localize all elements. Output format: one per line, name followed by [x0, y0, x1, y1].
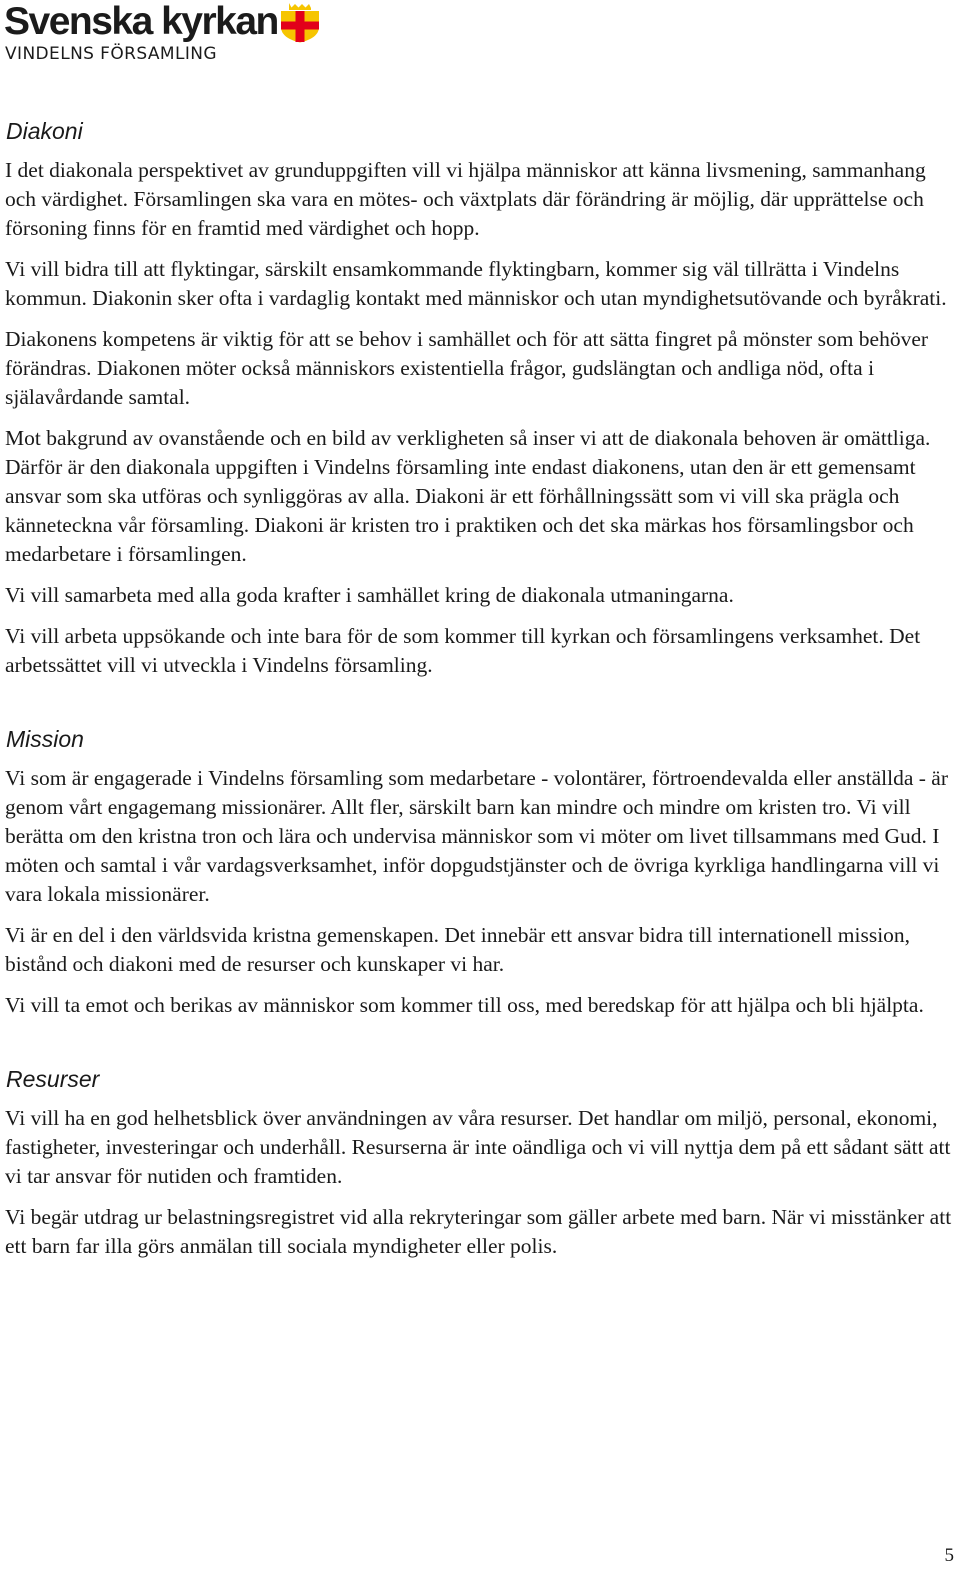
section-mission — [5, 724, 957, 1020]
paragraph: Vi är en del i den världsvida kristna gemenskapen. Det innebär ett ansvar bidra till internationell mission, bistånd och diakoni med de resurser och kunskaper vi har. — [5, 923, 911, 976]
crown-cross-shield-icon — [280, 1, 320, 43]
parish-name: VINDELNS FÖRSAMLING — [5, 44, 217, 64]
paragraph: Vi vill ha en god helhetsblick över användningen av våra resurser. Det handlar om miljö, personal, ekonomi, fastigheter, investeringar och underhåll. Resurserna är inte oändliga och vi vill nyttja dem på ett sådant sätt att vi tar ansvar för nutiden och framtiden. — [5, 1106, 951, 1188]
paragraph: I det diakonala perspektivet av grunduppgiften vill vi hjälpa människor att känna livsmening, sammanhang och värdighet. Församlingen ska vara en mötes- och växtplats där förändring är möjlig, där upprättelse och försoning finns för en framtid med värdighet och hopp. — [5, 158, 926, 240]
page-number: 5 — [944, 1545, 954, 1566]
org-name: Svenska kyrkan — [4, 0, 278, 43]
section-diakoni — [5, 116, 957, 680]
paragraph: Vi som är engagerade i Vindelns församling som medarbetare - volontärer, förtroendevalda eller anställda - är genom vårt engagemang missionärer. Allt fler, särskilt barn kan mindre och mindre om kristen tro. Vi vill berätta om den kristna tron och lära och undervisa människor som vi möter om livet tillsammans med Gud. I möten och samtal i vår vardagsverksamhet, inför dopgudstjänster och de övriga kyrkliga handlingarna vill vi vara lokala missionärer. — [5, 766, 948, 906]
paragraph: Vi vill ta emot och berikas av människor som kommer till oss, med beredskap för att hjälpa och bli hjälpta. — [5, 993, 924, 1017]
section-resurser — [5, 1064, 957, 1261]
document-body — [5, 116, 957, 1305]
paragraph: Diakonens kompetens är viktig för att se behov i samhället och för att sätta fingret på mönster som behöver förändras. Diakonen möter också människors existentiella frågor, gudslängtan och andliga nöd, ofta i själavårdande samtal. — [5, 327, 929, 409]
header-logo — [4, 0, 334, 70]
paragraph: Vi vill bidra till att flyktingar, särskilt ensamkommande flyktingbarn, kommer sig väl tillrätta i Vindelns kommun. Diakonin sker ofta i vardaglig kontakt med människor och utan myndighetsutövande och byråkrati. — [5, 257, 947, 310]
paragraph: Vi begär utdrag ur belastningsregistret vid alla rekryteringar som gäller arbete med barn. När vi misstänker att ett barn far illa görs anmälan till sociala myndigheter eller polis. — [5, 1205, 952, 1258]
section-heading: Mission — [6, 726, 84, 752]
paragraph: Mot bakgrund av ovanstående och en bild av verkligheten så inser vi att de diakonala behoven är omättliga. Därför är den diakonala uppgiften i Vindelns församling inte endast diakonens, utan den är ett gemensamt ansvar som ska utföras och synliggöras av alla. Diakoni är ett förhållningssätt som vi vill ska prägla och känneteckna vår församling. Diakoni är kristen tro i praktiken och det ska märkas hos församlingsbor och medarbetare i församlingen. — [5, 426, 931, 566]
section-heading: Diakoni — [6, 118, 83, 144]
section-heading: Resurser — [6, 1066, 100, 1092]
paragraph: Vi vill samarbeta med alla goda krafter i samhället kring de diakonala utmaningarna. — [5, 583, 734, 607]
paragraph: Vi vill arbeta uppsökande och inte bara för de som kommer till kyrkan och församlingens verksamhet. Det arbetssättet vill vi utveckla i Vindelns församling. — [5, 624, 921, 677]
